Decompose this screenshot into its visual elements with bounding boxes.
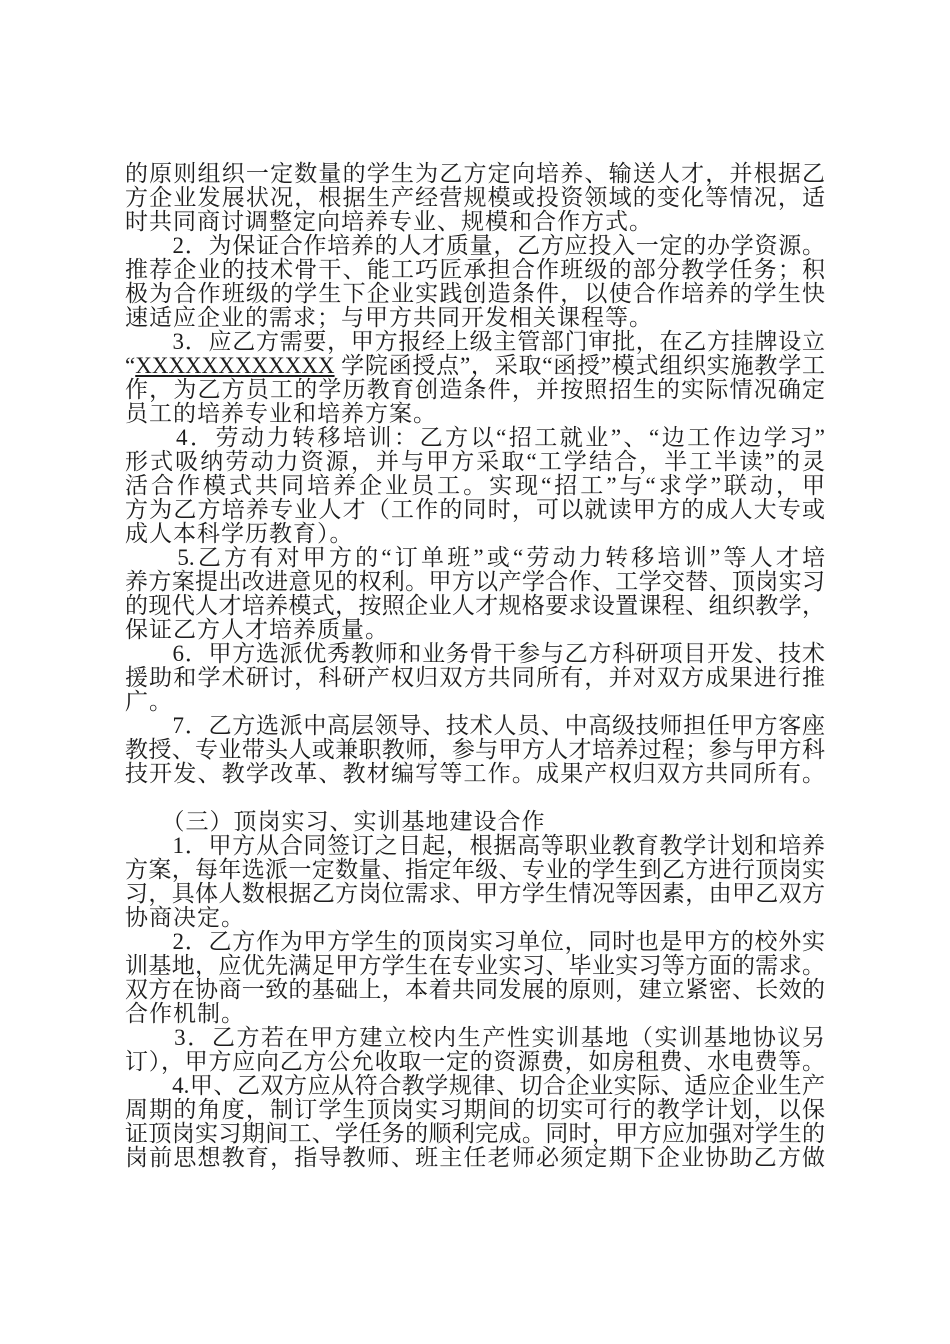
text-line: 合作机制。 xyxy=(125,1001,245,1026)
text-line: 时共同商讨调整定向培养专业、规模和合作方式。 xyxy=(125,209,653,234)
text-line: 保证乙方人才培养质量。 xyxy=(125,617,389,642)
text-line: 协商决定。 xyxy=(125,905,245,930)
text-segment: “ xyxy=(125,353,136,378)
text-line: 极为合作班级的学生下企业实践创造条件，以使合作培养的学生快 xyxy=(125,281,825,306)
text-line: 成人本科学历教育）。 xyxy=(125,521,354,546)
text-line: 4.甲、乙双方应从符合教学规律、切合企业实际、适应企业生产 xyxy=(125,1073,825,1098)
text-line: 速适应企业的需求；与甲方共同开发相关课程等。 xyxy=(125,305,653,330)
text-line: 教授、专业带头人或兼职教师，参与甲方人才培养过程；参与甲方科 xyxy=(125,737,825,762)
text-line: 岗前思想教育，指导教师、班主任老师必须定期下企业协助乙方做 xyxy=(125,1145,825,1170)
text-line: （三）顶岗实习、实训基地建设合作 xyxy=(125,809,546,834)
text-line: 双方在协商一致的基础上，本着共同发展的原则，建立紧密、长效的 xyxy=(125,977,825,1002)
text-line: 1．甲方从合同签订之日起，根据高等职业教育教学计划和培养 xyxy=(125,833,825,858)
blank-line xyxy=(125,786,825,810)
text-line: 员工的培养专业和培养方案。 xyxy=(125,401,437,426)
text-line: 7．乙方选派中高层领导、技术人员、中高级技师担任甲方客座 xyxy=(125,713,825,738)
text-line: 活合作模式共同培养企业员工。实现“招工”与“求学”联动，甲 xyxy=(125,473,825,498)
document-text-block xyxy=(125,162,825,1170)
text-line: 养方案提出改进意见的权利。甲方以产学合作、工学交替、顶岗实习 xyxy=(125,569,825,594)
text-line: 形式吸纳劳动力资源，并与甲方采取“工学结合，半工半读”的灵 xyxy=(125,449,825,474)
text-line: 周期的角度，制订学生顶岗实习期间的切实可行的教学计划，以保 xyxy=(125,1097,825,1122)
text-line: 3．乙方若在甲方建立校内生产性实训基地（实训基地协议另 xyxy=(125,1025,825,1050)
text-line: 推荐企业的技术骨干、能工巧匠承担合作班级的部分教学任务；积 xyxy=(125,257,825,282)
text-line: 习，具体人数根据乙方岗位需求、甲方学生情况等因素，由甲乙双方 xyxy=(125,881,825,906)
text-line: 3．应乙方需要，甲方报经上级主管部门审批，在乙方挂牌设立 xyxy=(125,329,825,354)
text-line: 广。 xyxy=(125,689,173,714)
text-line: 证顶岗实习期间工、学任务的顺利完成。同时，甲方应加强对学生的 xyxy=(125,1121,825,1146)
text-line: 2．乙方作为甲方学生的顶岗实习单位，同时也是甲方的校外实 xyxy=(125,929,825,954)
text-line xyxy=(125,354,825,378)
text-line: 6．甲方选派优秀教师和业务骨干参与乙方科研项目开发、技术 xyxy=(125,641,825,666)
text-line: 方为乙方培养专业人才（工作的同时，可以就读甲方的成人大专或 xyxy=(125,497,825,522)
text-line: 订），甲方应向乙方公允收取一定的资源费，如房租费、水电费等。 xyxy=(125,1049,825,1074)
text-line: 方案，每年选派一定数量、指定年级、专业的学生到乙方进行顶岗实 xyxy=(125,857,825,882)
text-line: 援助和学术研讨，科研产权归双方共同所有，并对双方成果进行推 xyxy=(125,665,825,690)
text-line: 4．劳动力转移培训：乙方以“招工就业”、“边工作边学习” xyxy=(125,425,825,450)
underlined-placeholder: XXXXXXXXXXXX xyxy=(135,353,335,378)
text-line: 作，为乙方员工的学历教育创造条件，并按照招生的实际情况确定 xyxy=(125,377,825,402)
text-line: 5.乙方有对甲方的“订单班”或“劳动力转移培训”等人才培 xyxy=(125,545,825,570)
text-line: 技开发、教学改革、教材编写等工作。成果产权归双方共同所有。 xyxy=(125,761,825,786)
text-line: 的现代人才培养模式，按照企业人才规格要求设置课程、组织教学， xyxy=(125,593,825,618)
text-segment: 学院函授点”，采取“函授”模式组织实施教学工 xyxy=(334,353,825,378)
text-line: 2．为保证合作培养的人才质量，乙方应投入一定的办学资源。 xyxy=(125,233,825,258)
text-line: 训基地，应优先满足甲方学生在专业实习、毕业实习等方面的需求。 xyxy=(125,953,825,978)
text-line: 方企业发展状况，根据生产经营规模或投资领域的变化等情况，适 xyxy=(125,185,825,210)
text-line: 的原则组织一定数量的学生为乙方定向培养、输送人才，并根据乙 xyxy=(125,161,825,186)
